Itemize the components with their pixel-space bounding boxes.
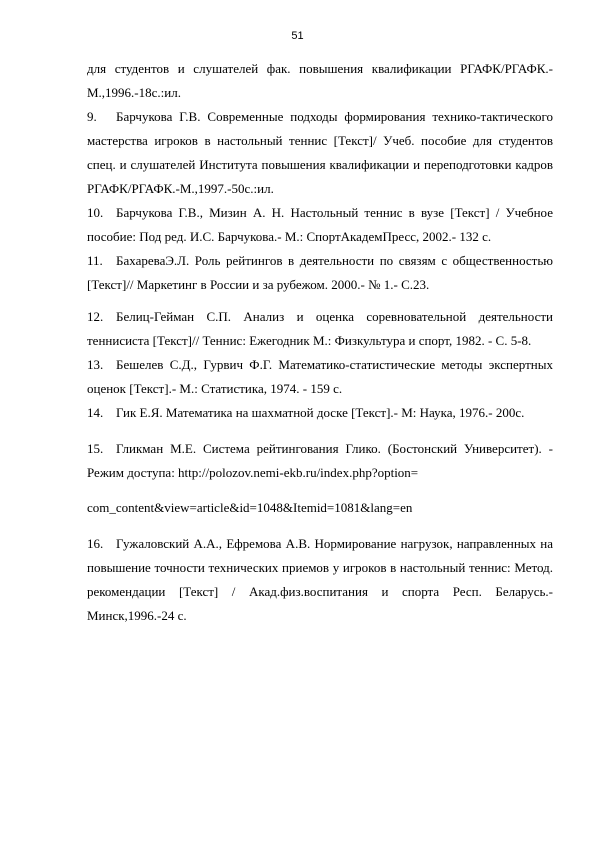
reference-entry-11 — [87, 249, 553, 297]
entry-number: 13. — [87, 357, 104, 372]
entry-text: Барчукова Г.В. Современные подходы формирования технико-тактического мастерства игроков в настольный теннис [Текст]/ Учеб. пособие для студентов спец. и слушателей Института повышения квалификации и переподготовки кадров РГАФК/РГАФК.-М.,1997.-50с.:ил. — [87, 109, 553, 196]
entry-text: Белиц-Гейман С.П. Анализ и оценка соревновательной деятельности теннисиста [Текст]// Теннис: Ежегодник М.: Физкультура и спорт, 1982. - С. 5-8. — [87, 309, 553, 348]
entry-text: Гликман М.Е. Система рейтингования Глико. (Бостонский Университет). - Режим доступа: http://polozov.nemi-ekb.ru/index.php?option= — [87, 441, 553, 480]
reference-entry-14 — [87, 401, 553, 425]
page-number: 51 — [291, 30, 304, 42]
continuation-entry: для студентов и слушателей фак. повышения квалификации РГАФК/РГАФК.-М.,1996.-18с.:ил. — [87, 61, 553, 100]
entry-number: 15. — [87, 441, 104, 456]
entry-number: 16. — [87, 536, 104, 551]
reference-entry-16 — [87, 532, 553, 628]
reference-url-continuation: com_content&view=article&id=1048&Itemid=1081&lang=en — [87, 500, 413, 515]
entry-number: 10. — [87, 205, 104, 220]
reference-entry-15 — [87, 437, 553, 485]
entry-number: 12. — [87, 309, 104, 324]
entry-number: 14. — [87, 405, 104, 420]
reference-entry-10 — [87, 201, 553, 249]
entry-text: Бешелев С.Д., Гурвич Ф.Г. Математико-статистические методы экспертных оценок [Текст].- М.: Статистика, 1974. - 159 с. — [87, 357, 553, 396]
entry-text: Барчукова Г.В., Мизин А. Н. Настольный теннис в вузе [Текст] / Учебное пособие: Под ред. И.С. Барчукова.- М.: СпортАкадемПресс, 2002.- 132 с. — [87, 205, 553, 244]
entry-number: 9. — [87, 109, 97, 124]
entry-text: Гужаловский А.А., Ефремова А.В. Нормирование нагрузок, направленных на повышение точности технических приемов у игроков в настольный теннис: Метод. рекомендации [Текст] / Акад.физ.воспитания и спорта Респ. Беларусь.-Минск,1996.-24 с. — [87, 536, 553, 623]
reference-entry-13 — [87, 353, 553, 401]
reference-entry-12 — [87, 305, 553, 353]
reference-entry-9 — [87, 105, 553, 201]
reference-list — [87, 57, 553, 628]
entry-text: Гик Е.Я. Математика на шахматной доске [Текст].- М: Наука, 1976.- 200с. — [116, 405, 525, 420]
entry-text: БахареваЭ.Л. Роль рейтингов в деятельности по связям с общественностью [Текст]// Маркетинг в России и за рубежом. 2000.- № 1.- С.23. — [87, 253, 553, 292]
entry-number: 11. — [87, 253, 103, 268]
